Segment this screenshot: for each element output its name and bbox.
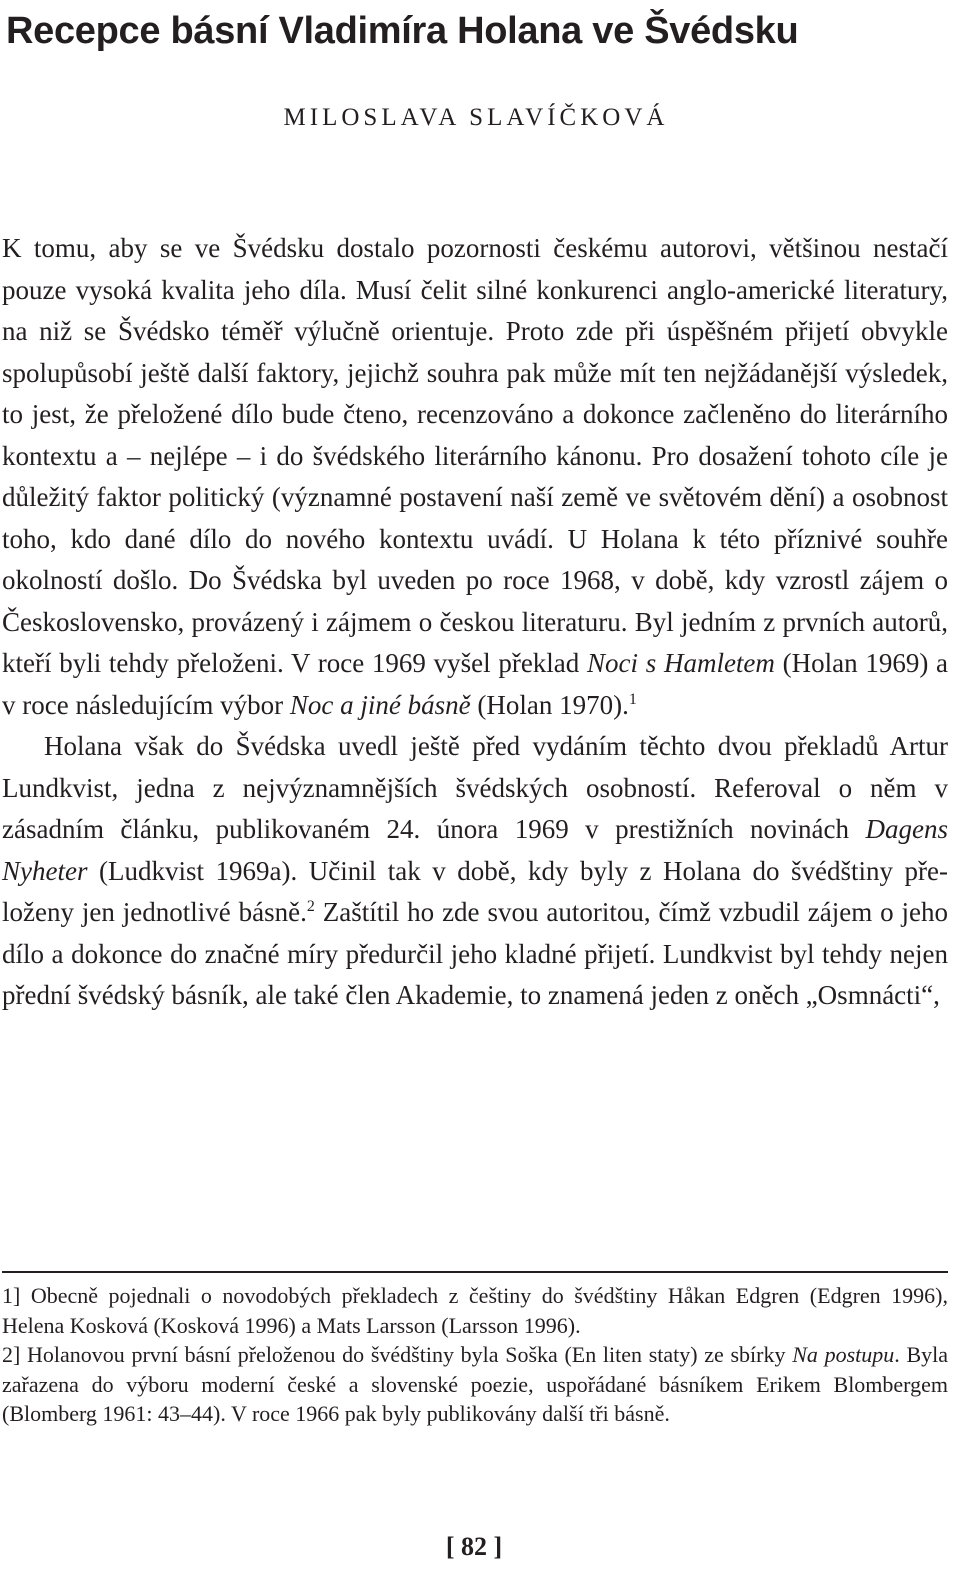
paragraph-text: (Ludkvist 1969a). Učinil tak v době, kdy byly z Holana do švédštiny přeloženy jen jednotlivé básně. [2,855,948,927]
newspaper-title: Dagens Nyheter [2,814,948,886]
footnote-text: 2] Holanovou první básní přeloženou do švédštiny byla Soška (En liten staty) ze sbírky [2,1342,793,1367]
footnote-ref[interactable]: 1 [628,690,637,708]
article-body [2,228,948,1017]
paragraph-text: Holana však do Švédska uvedl ještě před vydáním těchto dvou překladů Artur Lundkvist, jedna z nejvýznamnějších švédských osobností. Referoval o něm v zásadním článku, publikovaném 24. února 1969 v prestižních novinách [2,731,948,844]
footnote-divider [2,1271,948,1273]
footnote-ref[interactable]: 2 [306,898,315,915]
paragraph [2,726,948,1017]
paragraph-text: K tomu, aby se ve Švédsku dostalo pozornosti českému autorovi, většinou nestačí pouze vysoká kvalita jeho díla. Musí čelit silné konkurenci anglo-americké literatury, na niž se Švédsko téměř výlučně orientuje. Proto zde při úspěšném přijetí obvykle spolupůsobí ještě další faktory, jejichž souhra pak může mít ten nejžádanější výsledek, to jest, že přeložené dílo bude čteno, recenzováno a dokonce začleněno do literárního kontextu a – nejlépe – i do švédského literárního kánonu. Pro dosažení tohoto cíle je důležitý faktor politický (významné postavení naší země ve světovém dění) a osobnost toho, kdo dané dílo do nového kontextu uvádí. U Holana k této příznivé souhře okolností došlo. Do Švédska byl uveden po roce 1968, v době, kdy vzrostl zájem o Československo, provázený i zájmem o českou literaturu. Byl jedním z prvních autorů, kteří byli tehdy přeloženi. V roce 1969 vyšel překlad [2,233,948,678]
article-author: MILOSLAVA SLAVÍČKOVÁ [283,104,669,131]
book-title: Noci s Hamletem [587,648,775,678]
paragraph-text: Zaštítil ho zde svou autoritou, čímž vzbudil zájem o jeho dílo a dokonce do značné míry předurčil jeho kladné přijetí. Lundkvist byl tehdy nejen přední švédský básník, ale také člen Akademie, to znamená jeden z oněch „Osmnácti“, [2,897,949,1010]
article-title: Recepce básní Vladimíra Holana ve Švédsku [6,10,799,52]
footnote-text: . Byla zařazena do výboru moderní české a slovenské poezie, uspořádané básníkem Erikem Blombergem (Blomberg 1961: 43–44). V roce 1966 pak byly publikovány další tři básně. [2,1342,948,1426]
footnote: 1] Obecně pojednali o novodobých překladech z češtiny do švédštiny Håkan Edgren (Edgren 1996), Helena Kosková (Kosková 1996) a Mats Larsson (Larsson 1996). [2,1283,948,1338]
footnote [2,1340,948,1429]
footnotes [2,1281,948,1429]
book-title: Noc a jiné básně [289,689,471,720]
paragraph-text: (Holan 1969) a v roce následujícím výbor [2,648,949,720]
collection-title: Na postupu [792,1342,895,1367]
paragraph [2,228,948,726]
page-number: [ 82 ] [445,1532,503,1561]
paragraph-text: (Holan 1970). [470,689,629,720]
